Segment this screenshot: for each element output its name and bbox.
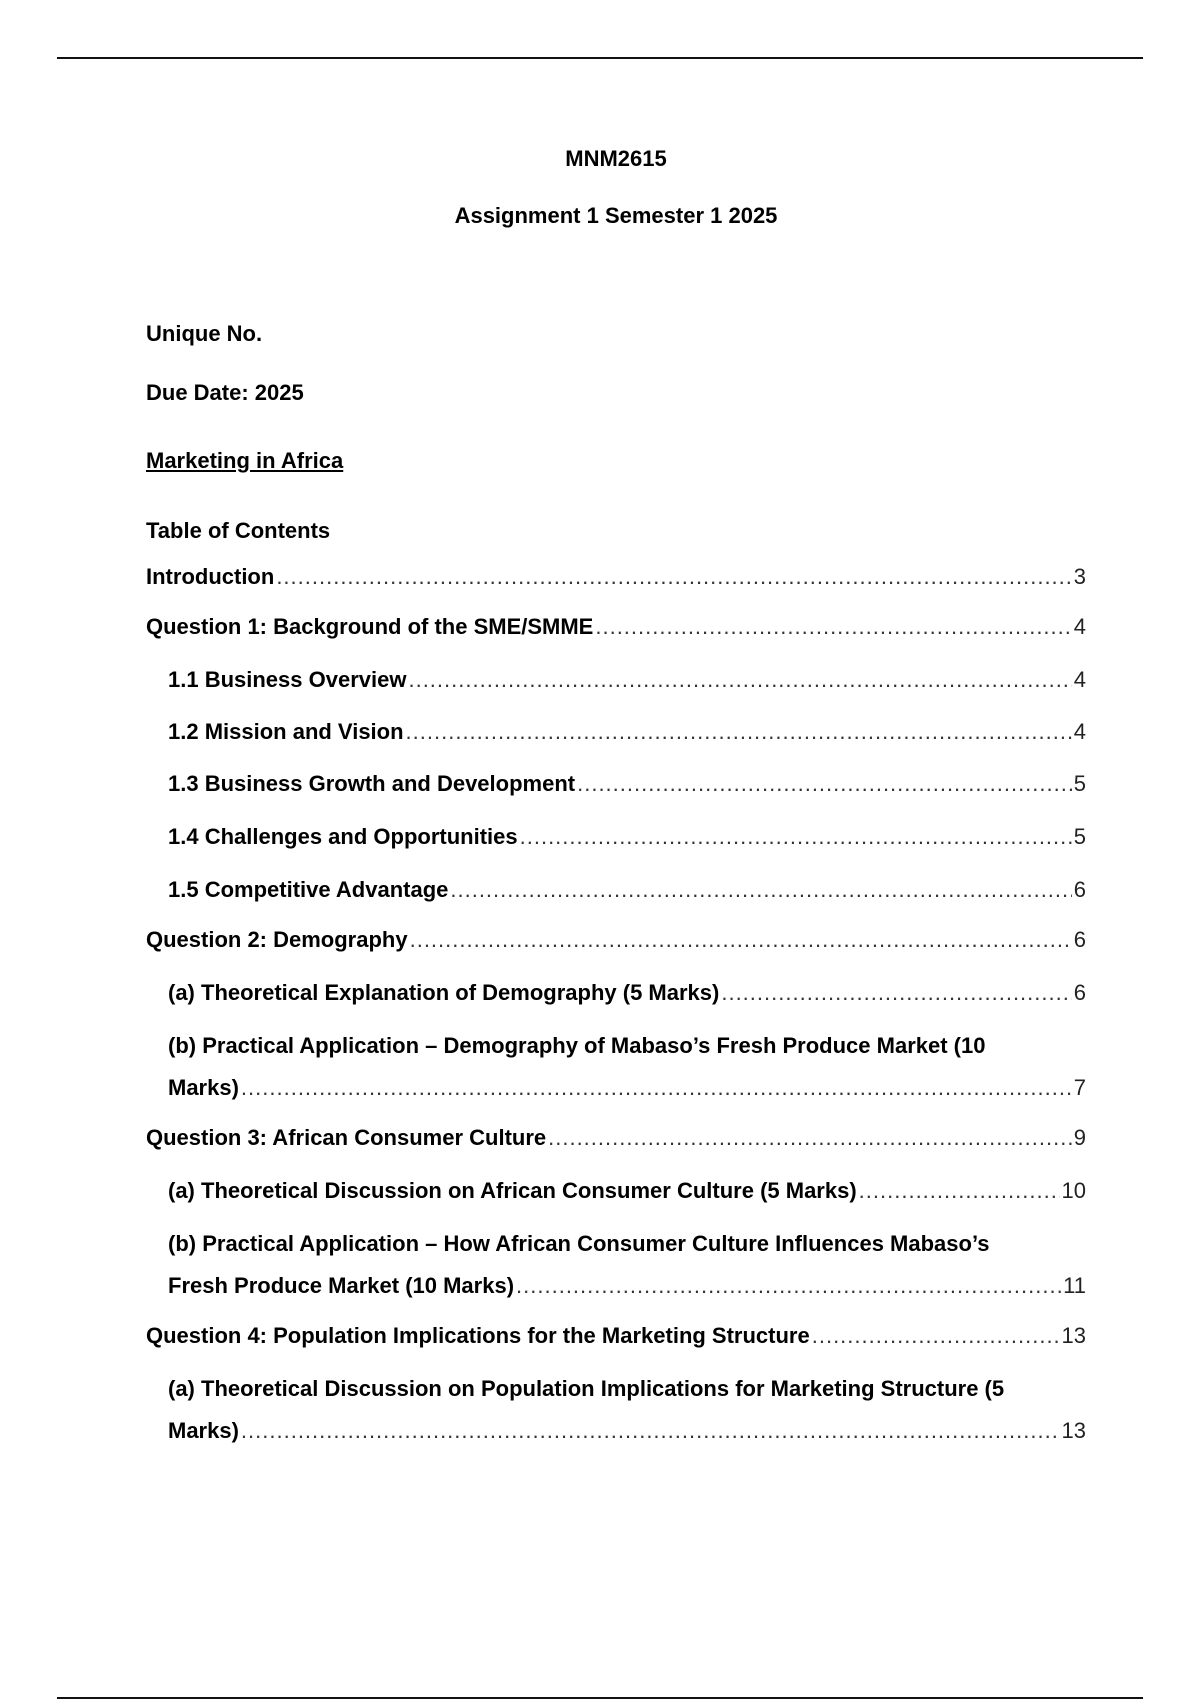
toc-entry-label: 1.3 Business Growth and Development: [168, 771, 576, 796]
toc-entry-2b[interactable]: [168, 1025, 1086, 1109]
dot-leader: [241, 1067, 1072, 1109]
toc-entry-1-4[interactable]: [168, 816, 1086, 858]
dot-leader: [859, 1170, 1060, 1212]
toc-title: Table of Contents: [146, 518, 331, 543]
toc-entry-label: Question 4: Population Implications for the Marketing Structure: [146, 1323, 810, 1348]
toc-page-number: 7: [1073, 1075, 1086, 1100]
toc-page-number: 3: [1073, 564, 1086, 589]
toc-entry-label: 1.1 Business Overview: [168, 667, 407, 692]
unique-number-label: Unique No.: [146, 321, 263, 346]
toc-page-number: 10: [1061, 1178, 1086, 1203]
toc-entry-4a[interactable]: [168, 1368, 1086, 1452]
toc-page-number: 6: [1073, 980, 1086, 1005]
toc-page-number: 4: [1073, 667, 1086, 692]
toc-entry-label: (a) Theoretical Discussion on African Consumer Culture (5 Marks): [168, 1178, 857, 1203]
toc-entry-label-line-2: Marks): [168, 1075, 239, 1100]
toc-entry-label: 1.2 Mission and Vision: [168, 719, 404, 744]
dot-leader: [410, 919, 1072, 961]
toc-entry-introduction[interactable]: [146, 556, 1086, 598]
assignment-title: Assignment 1 Semester 1 2025: [454, 203, 778, 228]
dot-leader: [577, 763, 1072, 805]
dot-leader: [408, 659, 1071, 701]
toc-page-number: 5: [1073, 824, 1086, 849]
toc-entry-question-2[interactable]: [146, 919, 1086, 961]
dot-leader: [721, 972, 1071, 1014]
toc-entry-1-5[interactable]: [168, 869, 1086, 911]
subject-heading: Marketing in Africa: [146, 448, 344, 473]
toc-page-number: 11: [1063, 1273, 1086, 1298]
toc-entry-label: 1.4 Challenges and Opportunities: [168, 824, 518, 849]
toc-entry-question-1[interactable]: [146, 606, 1086, 648]
toc-entry-question-4[interactable]: [146, 1315, 1086, 1357]
dot-leader: [595, 606, 1071, 648]
toc-entry-label: Question 1: Background of the SME/SMME: [146, 614, 594, 639]
dot-leader: [516, 1265, 1061, 1307]
dot-leader: [241, 1410, 1060, 1452]
bottom-rule: [57, 1697, 1143, 1699]
toc-entry-label: 1.5 Competitive Advantage: [168, 877, 449, 902]
toc-page-number: 6: [1073, 877, 1086, 902]
toc-entry-label: Question 2: Demography: [146, 927, 408, 952]
toc-page-number: 5: [1073, 771, 1086, 796]
dot-leader: [548, 1117, 1072, 1159]
toc-entry-label-line-1: (b) Practical Application – How African Consumer Culture Influences Mabaso’s: [168, 1231, 990, 1256]
toc-entry-1-1[interactable]: [168, 659, 1086, 701]
dot-leader: [812, 1315, 1060, 1357]
toc-page-number: 4: [1073, 719, 1086, 744]
toc-entry-1-2[interactable]: [168, 711, 1086, 753]
toc-entry-label: Question 3: African Consumer Culture: [146, 1125, 547, 1150]
toc-entry-label-line-2: Marks): [168, 1418, 239, 1443]
course-code: MNM2615: [565, 146, 667, 171]
toc-page-number: 13: [1061, 1418, 1086, 1443]
toc-page-number: 13: [1061, 1323, 1086, 1348]
toc-entry-3b[interactable]: [168, 1223, 1086, 1307]
toc-entry-3a[interactable]: [168, 1170, 1086, 1212]
toc-page-number: 4: [1073, 614, 1086, 639]
toc-page-number: 9: [1073, 1125, 1086, 1150]
dot-leader: [450, 869, 1071, 911]
toc-page-number: 6: [1073, 927, 1086, 952]
toc-entry-label: (a) Theoretical Explanation of Demography (5 Marks): [168, 980, 720, 1005]
toc-entry-1-3[interactable]: [168, 763, 1086, 805]
dot-leader: [520, 816, 1072, 858]
dot-leader: [406, 711, 1072, 753]
toc-entry-2a[interactable]: [168, 972, 1086, 1014]
toc-entry-label-line-2: Fresh Produce Market (10 Marks): [168, 1273, 515, 1298]
toc-entry-label-line-1: (a) Theoretical Discussion on Population Implications for Marketing Structure (5: [168, 1376, 1005, 1401]
dot-leader: [276, 556, 1071, 598]
toc-entry-label: Introduction: [146, 564, 275, 589]
top-rule: [57, 57, 1143, 59]
toc-entry-question-3[interactable]: [146, 1117, 1086, 1159]
due-date-label: Due Date: 2025: [146, 380, 304, 405]
toc-entry-label-line-1: (b) Practical Application – Demography of Mabaso’s Fresh Produce Market (10: [168, 1033, 986, 1058]
